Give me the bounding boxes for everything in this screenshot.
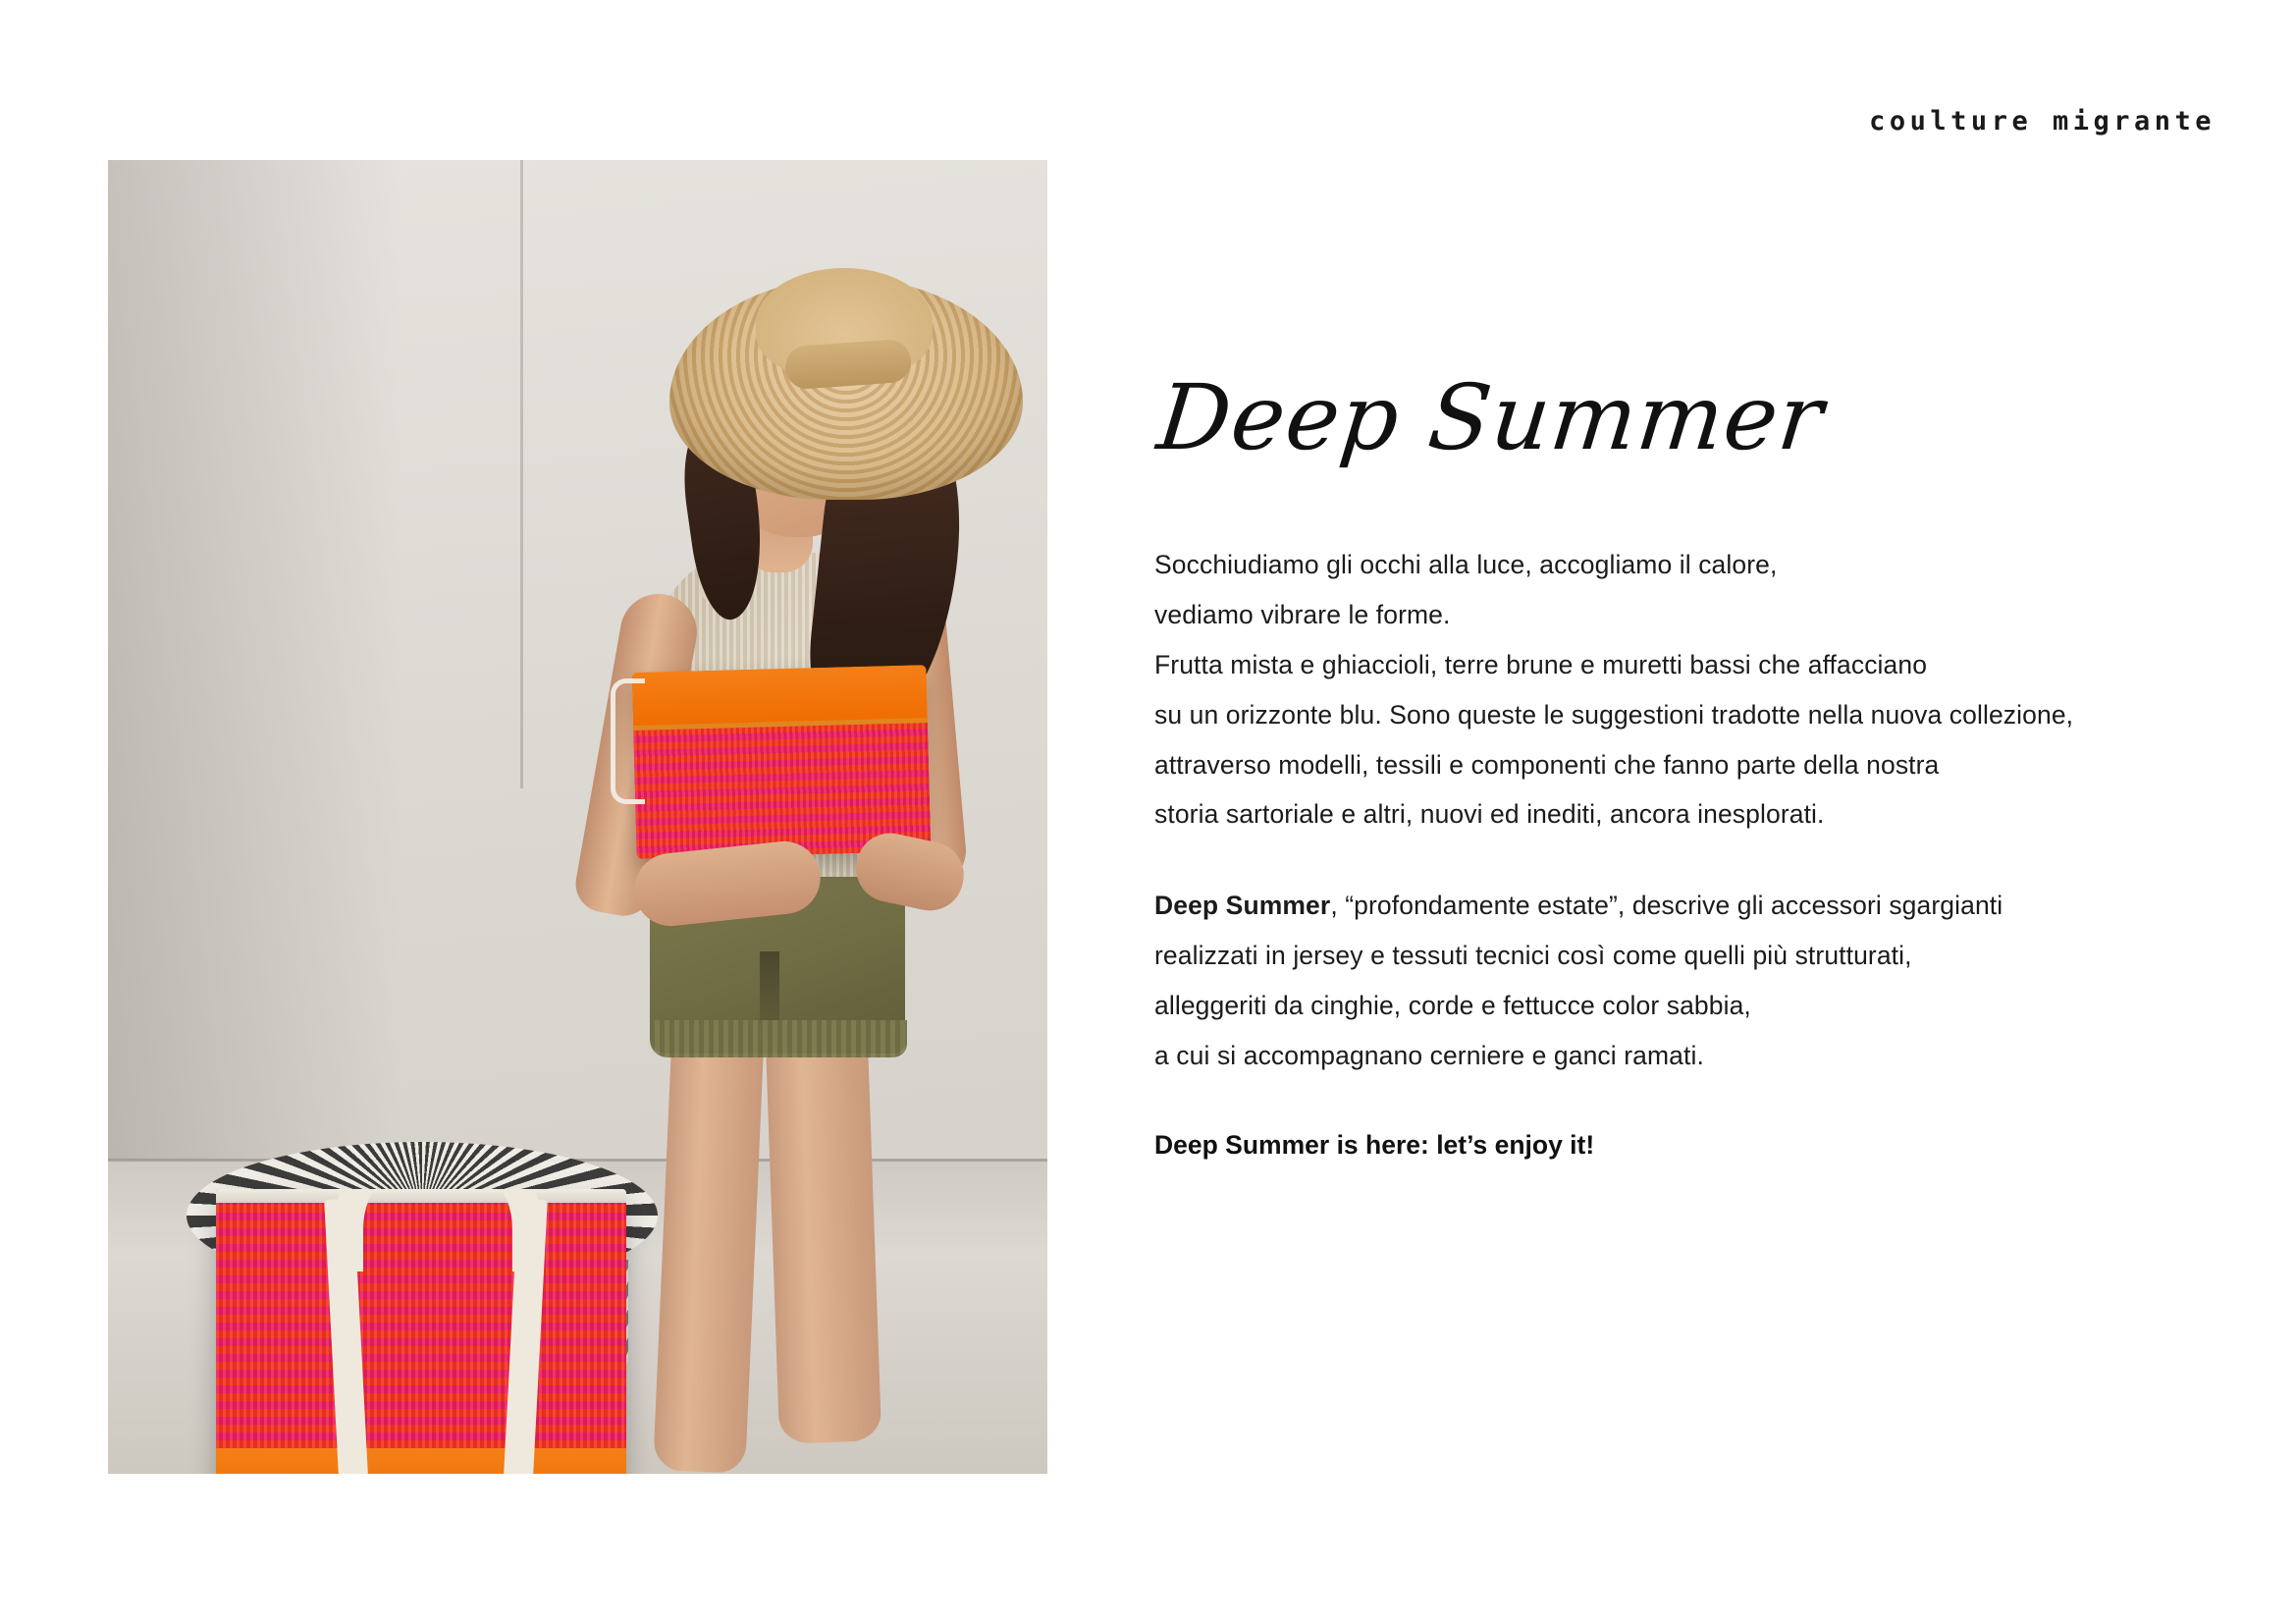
product-tote-bag [216, 1189, 626, 1474]
intro-paragraph [1154, 540, 2089, 839]
tote-orange-base [216, 1448, 626, 1474]
brand-name: coulture migrante [1869, 106, 2216, 136]
intro-line-3: Frutta mista e ghiaccioli, terre brune e muretti bassi che affacciano [1154, 649, 1928, 679]
page-title: Deep Summer [1152, 365, 1829, 470]
straw-hat-bow [784, 339, 913, 391]
intro-line-6: storia sartoriale e altri, nuovi ed inediti, ancora inesplorati. [1154, 799, 1825, 830]
tote-handle-arc [334, 1189, 542, 1272]
description-line-1: , “profondamente estate”, descrive gli accessori sgargianti [1330, 891, 2003, 921]
model-shorts-frayed-hem [650, 1020, 907, 1057]
brand-wordmark [1869, 106, 2216, 136]
intro-line-2: vediamo vibrare le forme. [1154, 599, 1451, 629]
description-lead-term: Deep Summer [1154, 891, 1331, 921]
description-line-4: a cui si accompagnano cerniere e ganci ramati. [1154, 1040, 1704, 1070]
description-paragraph [1154, 881, 2089, 1081]
description-line-3: alleggeriti da cinghie, corde e fettucce color sabbia, [1154, 991, 1751, 1020]
intro-line-4: su un orizzonte blu. Sono queste le suggestioni tradotte nella nuova collezione, [1154, 699, 2074, 730]
article-content [1152, 365, 2097, 1169]
description-line-2: realizzati in jersey e tessuti tecnici così come quelli più strutturati, [1154, 941, 1912, 971]
hero-photo [108, 160, 1047, 1474]
product-clutch-bag [632, 665, 932, 859]
clutch-cord-handle [611, 678, 645, 804]
intro-line-1: Socchiudiamo gli occhi alla luce, accogliamo il calore, [1154, 550, 1778, 579]
intro-line-5: attraverso modelli, tessili e componenti che fanno parte della nostra [1154, 749, 1940, 780]
closing-statement: Deep Summer is here: let’s enjoy it! [1154, 1129, 1595, 1160]
